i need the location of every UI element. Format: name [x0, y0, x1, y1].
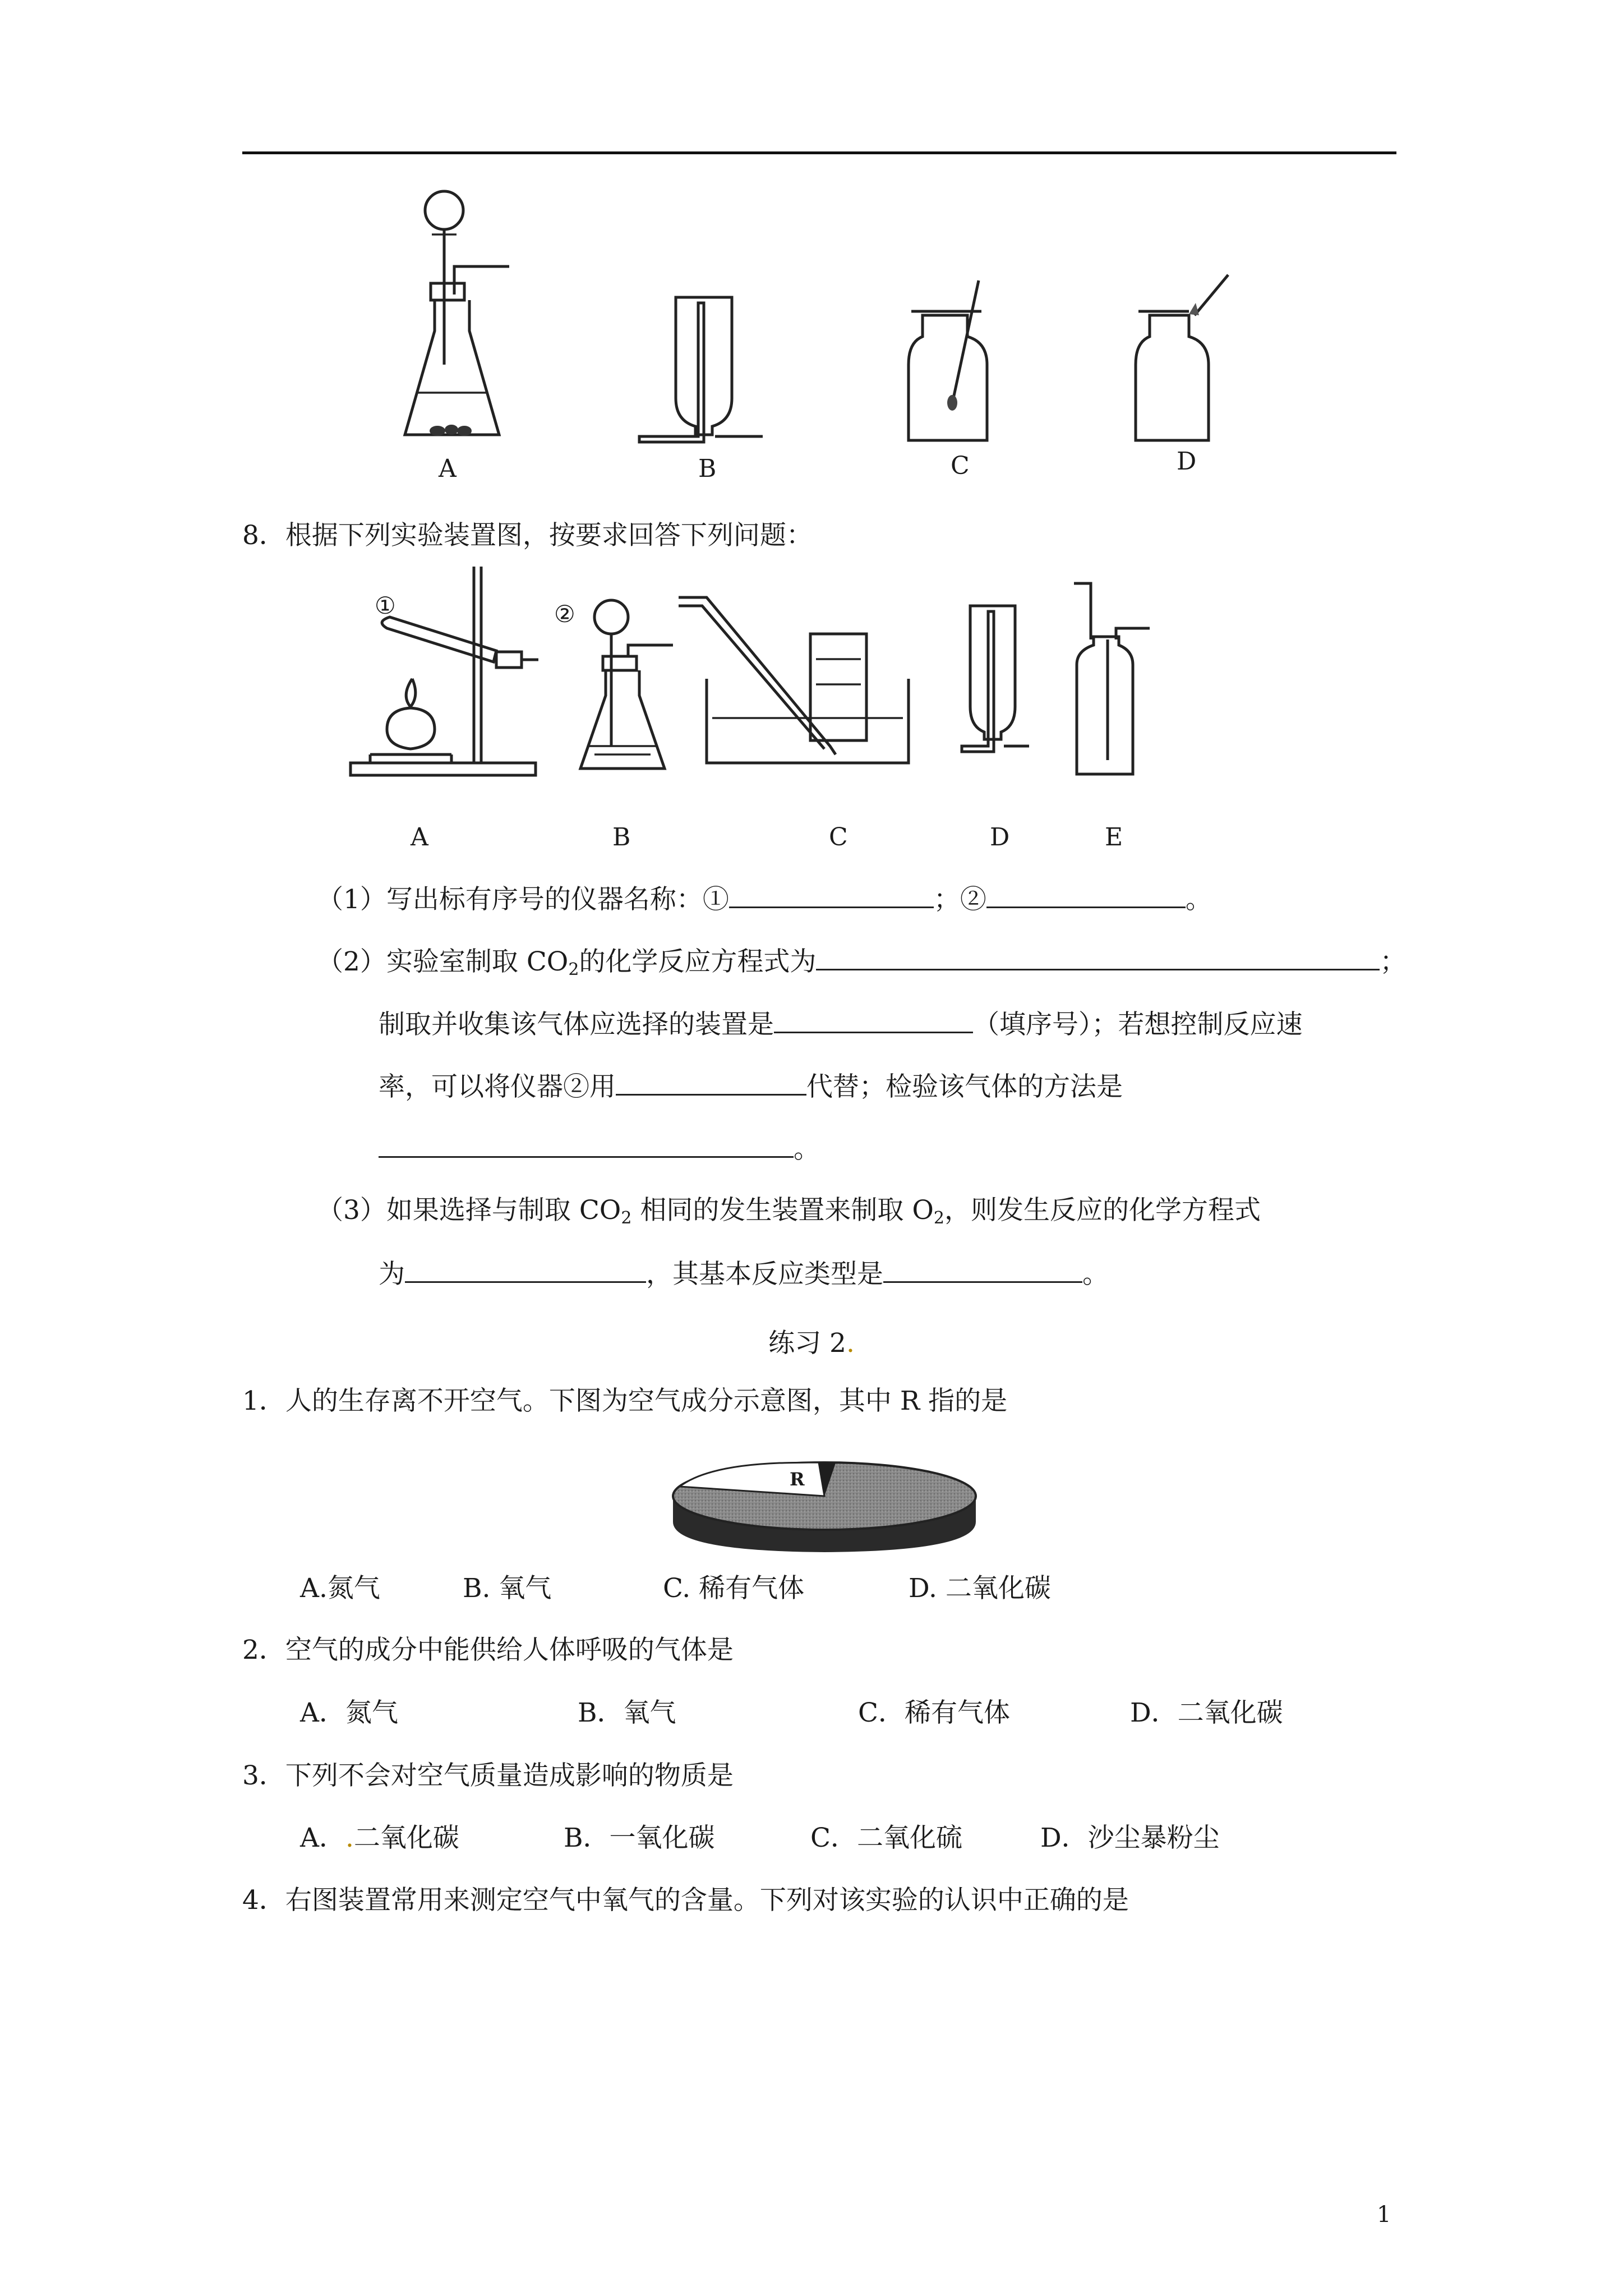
p1-option-a[interactable]: A.氮气 [300, 1573, 380, 1604]
q8-part2d-end: 。 [794, 1134, 820, 1165]
q8-part2b-suffix: （填序号）；若想控制反应速 [973, 1009, 1303, 1040]
p3-option-c[interactable]: C．二氧化硫 [810, 1823, 962, 1853]
apparatus-c-trough [679, 597, 909, 763]
p2-stem: 2．空气的成分中能供给人体呼吸的气体是 [242, 1635, 734, 1665]
p1-option-d[interactable]: D. 二氧化碳 [909, 1573, 1051, 1604]
q8-part2-sub: 2 [568, 960, 579, 979]
q8-part3-sub1: 2 [621, 1208, 632, 1228]
page-number: 1 [1377, 2202, 1391, 2228]
q8-blank-7[interactable] [405, 1257, 646, 1283]
q8-blank-3[interactable] [816, 944, 1380, 970]
q8-part2d [379, 1131, 820, 1166]
apparatus-figure-1 [393, 185, 1267, 499]
p3-option-a-dot: . [345, 1823, 354, 1853]
p4-stem: 4．右图装置常用来测定空气中氧气的含量。下列对该实验的认识中正确的是 [242, 1885, 1129, 1916]
q8-part1-mid: ；② [933, 884, 986, 915]
apparatus-b-bottle [639, 297, 763, 442]
q8-blank-2[interactable] [986, 882, 1186, 908]
p3-option-b[interactable]: B．一氧化碳 [564, 1823, 715, 1853]
fig2-label-d: D [990, 823, 1010, 852]
practice-title [0, 1322, 1623, 1360]
p2-option-c[interactable]: C．稀有气体 [858, 1697, 1010, 1728]
fig2-label-b: B [612, 823, 631, 852]
q8-part3-mid: 相同的发生装置来制取 O [631, 1195, 934, 1226]
fig2-label-a: A [411, 823, 428, 852]
apparatus-b-flask [580, 600, 673, 769]
header-rule [242, 151, 1396, 154]
p2-option-a[interactable]: A．氮气 [300, 1697, 398, 1728]
p3-stem: 3．下列不会对空气质量造成影响的物质是 [242, 1760, 734, 1791]
q8-blank-5[interactable] [616, 1069, 806, 1096]
p3-option-a[interactable] [300, 1821, 459, 1855]
q8-part3b [379, 1257, 1109, 1291]
q8-part3-suffix: ，则发生反应的化学方程式 [944, 1195, 1261, 1226]
q8-blank-8[interactable] [883, 1257, 1082, 1283]
apparatus-a-flask [405, 191, 509, 436]
apparatus-e-bottle [1074, 583, 1150, 774]
fig1-label-d: D [1177, 447, 1197, 476]
apparatus-c-gas-jar [909, 280, 987, 440]
q8-part3-prefix: （3）如果选择与制取 CO [317, 1195, 621, 1226]
p1-option-c[interactable]: C. 稀有气体 [663, 1573, 805, 1604]
practice-title-text: 练习 2 [768, 1328, 846, 1359]
apparatus-figure-2 [348, 561, 1166, 797]
q8-marker-2: ② [554, 600, 575, 628]
p3-option-a-prefix: A． [300, 1823, 345, 1853]
apparatus-d-bottle [962, 606, 1029, 752]
p2-option-b[interactable]: B．氧气 [578, 1697, 676, 1728]
q8-stem: 8．根据下列实验装置图，按要求回答下列问题： [242, 520, 813, 551]
air-composition-chart [667, 1456, 981, 1562]
q8-marker-1: ① [375, 592, 396, 619]
p2-option-d[interactable]: D．二氧化碳 [1130, 1697, 1283, 1728]
apparatus-d-gas-jar [1136, 275, 1228, 440]
q8-part1-end: 。 [1185, 884, 1212, 915]
p1-stem: 1．人的生存离不开空气。下图为空气成分示意图，其中 R 指的是 [242, 1386, 1008, 1416]
q8-part3b-mid: ，其基本反应类型是 [646, 1259, 883, 1290]
q8-part2 [317, 944, 1406, 987]
q8-part2b-prefix: 制取并收集该气体应选择的装置是 [379, 1009, 774, 1040]
fig1-label-c: C [951, 452, 970, 480]
q8-part3 [317, 1194, 1261, 1235]
q8-part2-end: ； [1380, 946, 1407, 977]
practice-title-dot: . [846, 1328, 855, 1359]
p3-option-d[interactable]: D．沙尘暴粉尘 [1040, 1823, 1220, 1853]
p3-option-a-text: 二氧化碳 [353, 1823, 459, 1853]
q8-part3b-end: 。 [1082, 1259, 1109, 1290]
q8-part2-prefix: （2）实验室制取 CO [317, 946, 569, 977]
q8-part2c-suffix: 代替；检验该气体的方法是 [806, 1071, 1123, 1102]
q8-blank-4[interactable] [774, 1007, 973, 1033]
q8-part2c-prefix: 率，可以将仪器②用 [379, 1071, 616, 1102]
q8-blank-1[interactable] [729, 882, 934, 908]
q8-part3b-prefix: 为 [379, 1259, 405, 1290]
q8-part3-sub2: 2 [933, 1208, 944, 1228]
q8-part2b [379, 1007, 1303, 1042]
fig2-label-e: E [1105, 823, 1123, 852]
fig2-label-c: C [829, 823, 848, 852]
q8-part1 [317, 882, 1212, 917]
q8-part2-suffix: 的化学反应方程式为 [579, 946, 817, 977]
fig1-label-a: A [439, 454, 457, 483]
q8-part1-prefix: （1）写出标有序号的仪器名称：① [317, 884, 729, 915]
q8-part2c [379, 1069, 1123, 1104]
q8-blank-6[interactable] [379, 1131, 794, 1158]
pie-label-r: R [790, 1469, 805, 1490]
fig1-label-b: B [698, 454, 717, 483]
p1-option-b[interactable]: B. 氧气 [463, 1573, 552, 1604]
